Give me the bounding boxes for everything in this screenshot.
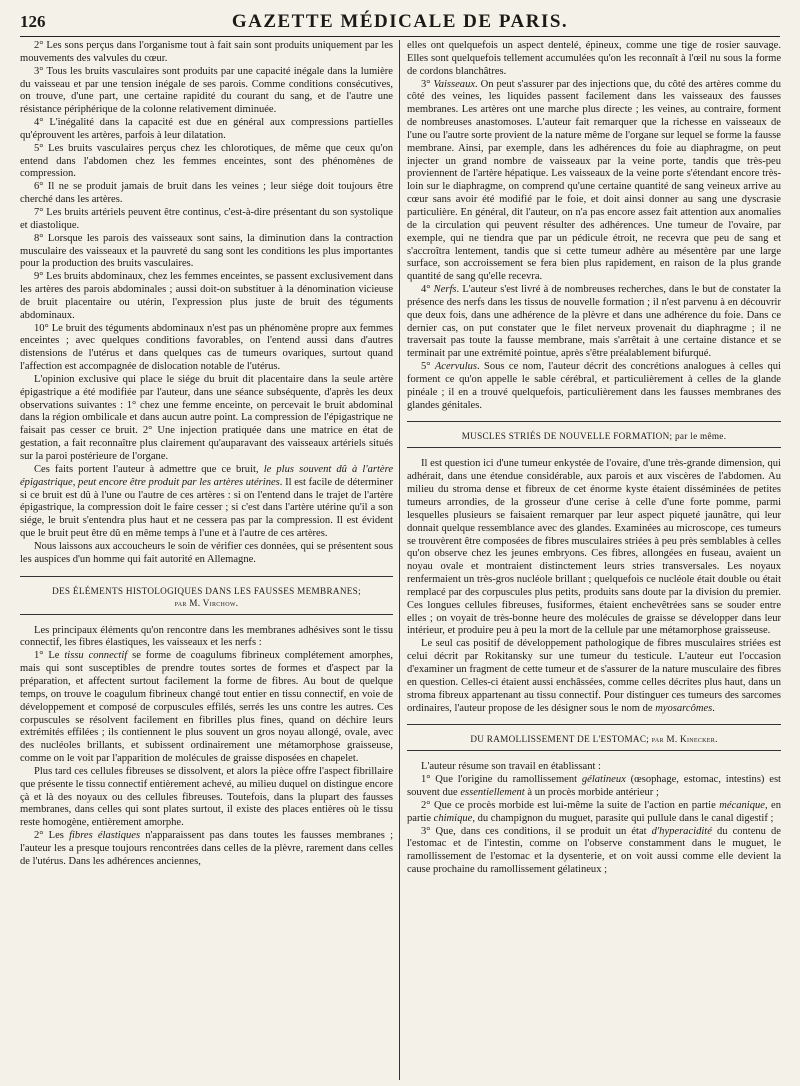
paragraph: Nous laissons aux accoucheurs le soin de vérifier ces données, qui se présentent sous les auspices d'un homme qui fait autorité en Allemagne. <box>20 540 393 565</box>
paragraph: 4° L'inégalité dans la capacité est due en général aux compressions partielles qu'éprouvent les artères, parfois à leur dilatation. <box>20 117 393 141</box>
text-run: 2° Que ce procès morbide est lui-même la suite de l'action en partie <box>421 799 720 811</box>
italic-run: myosarcômes <box>655 702 713 714</box>
paragraph <box>407 284 781 361</box>
section-title: MUSCLES STRIÉS DE NOUVELLE FORMATION; <box>461 431 673 442</box>
paragraph <box>20 830 393 869</box>
text-run: 2° Les <box>34 830 70 842</box>
text-run: 4° <box>421 284 434 296</box>
text-run: 1° Le <box>34 650 65 662</box>
paragraph: 8° Lorsque les parois des vaisseaux sont sains, la diminution dans la contraction musculaire des vaisseaux et la pauvreté du sang sont les conditions les plus importantes pour la production des bruits vasculaires. <box>20 232 393 270</box>
column-divider <box>399 40 400 1080</box>
journal-title: GAZETTE MÉDICALE DE PARIS. <box>231 11 569 32</box>
paragraph <box>407 800 781 826</box>
section-author: par M. Virchow. <box>174 597 239 608</box>
text-run: . Il est facile de déterminer si ce bruit est dû à l'une ou l'autre de ces artères : si on l'entend dans le trajet de l'artère épigastrique, la compression doit le faire cesser ; si c'est dans l'artère utérine qu'il a son siége, le bruit s'entendra plus haut et ne cessera pas par la compression. Il est évident que le bruit peut être dû en même temps à l'une et à l'autre de ces artères. <box>20 476 393 540</box>
paragraph: L'opinion exclusive qui place le siége du bruit dit placentaire dans la seule artère épigastrique a été modifiée par l'auteur, dans une séance subséquente, d'après les deux observations suivantes : 1° chez une femme enceinte, on percevait le bruit abdominal dans la région ombilicale et dans aucun autre point. La compression de l'épigastrique ne faisait pas cesser ce bruit. 2° Une injection pratiquée dans une matrice en état de gestation, a fait reconnaître plus clairement qu'auparavant des vaisseaux artériels situés sur la paroi postérieure de l'organe. <box>20 373 393 462</box>
paragraph: Plus tard ces cellules fibreuses se dissolvent, et alors la pièce offre l'aspect fibrillaire que présente le tissu connectif entièrement achevé, au milieu duquel on distingue encore çà et là des noyaux ou des cellules fibreuses. Toutefois, dans la plupart des fausses membranes, dans celles qui sont plates surtout, il existe des places entières où le tissu reste homogène, entièrement amorphe. <box>20 765 393 829</box>
paragraph: Les principaux éléments qu'on rencontre dans les membranes adhésives sont le tissu connectif, les fibres élastiques, les vaisseaux et les nerfs : <box>20 624 393 649</box>
section-title: DU RAMOLLISSEMENT DE L'ESTOMAC; <box>470 734 650 745</box>
italic-run: Nerfs <box>433 284 457 296</box>
paragraph: elles ont quelquefois un aspect dentelé, épineux, comme une tige de rosier sauvage. Elles sont quelquefois tellement accumulées qu'on les reconnaît à l'œil nu sous la forme de cordons blanchâtres. <box>407 40 781 77</box>
text-run: n'apparaissent pas dans toutes les fausses membranes ; l'auteur les a presque toujours rencontrées dans celles de la plèvre, rarement dans celles de l'utérus. Dans les adhérences anciennes, <box>20 830 393 867</box>
paragraph <box>407 361 781 412</box>
section-title: DES ÉLÉMENTS HISTOLOGIQUES DANS LES FAUSSES MEMBRANES; <box>52 585 361 596</box>
paragraph <box>407 826 781 877</box>
text-run: 1° Que l'origine du ramollissement <box>421 774 582 786</box>
text-run: du contenu de l'estomac et de l'intestin, comme on l'observe constamment dans le muguet, le ramollissement de l'estomac et la dysenterie, et on voit aussi comme elle devient la cause prochaine du ramollissement gélatineux ; <box>407 825 781 876</box>
text-run: à un procès morbide antérieur ; <box>524 787 659 799</box>
paragraph <box>20 650 393 766</box>
text-run: , en partie <box>407 799 781 824</box>
italic-run: fibres élastiques <box>69 830 141 842</box>
italic-run: tissu connectif <box>64 650 128 662</box>
paragraph: Il est question ici d'une tumeur enkystée de l'ovaire, d'une très-grande dimension, qui adhérait, dans une étendue considérable, aux parois et aux viscères de l'abdomen. Au milieu du stroma dense et fibreux de cet énorme kyste étaient disséminées de petites tumeurs arrondies, de la grosseur d'une cerise à celle d'une forte pomme, parmi lesquelles plusieurs se faisaient remarquer par leur aspect piqueté jaunâtre, qui leur donnait quelque ressemblance avec des glandes. Examinées au microscope, ces tumeurs se trouvèrent être composées de fibres musculaires striées à peu près semblables à celles qu'on observe chez les jeunes embryons. Ces fibres, allongées en fuseau, avaient un noyau ovale et montraient distinctement leurs stries transversales. Les noyaux renfermaient un très-gros nucléole brillant ; quelquefois ce nucléole était double ou était remplacé par des corpuscules plus petits, produits sans doute par la division du premier. Ces longues cellules fibreuses, fusiformes, étaient enchevêtrées sans se souder entre elles ; on voyait de très-bonne heure des molécules de graisse se développer dans leur intérieur, et produire peu à peu la mort de la cellule par une métamorphose graisseuse. <box>407 458 781 637</box>
right-column <box>407 40 781 1086</box>
section-author: par M. Kinecker. <box>651 734 718 745</box>
italic-run: Acervulus <box>434 361 478 373</box>
left-column <box>20 40 393 1086</box>
text-run: 3° Que, dans ces conditions, il se produit un état <box>421 825 652 837</box>
paragraph <box>407 774 781 800</box>
paragraph <box>20 464 393 541</box>
text-run: se forme de coagulums fibrineux complétement amorphes, mais qui sont susceptibles de prendre toutes sortes de formes et d'aspect par la préparation, et affectent surtout facilement la forme de fibres. Au bout de quelque temps, on trouve le coagulum fibrineux changé tout entier en tissu connectif, en voie de développement et composé de corpuscules effilés, serrés les uns contre les autres. Ces corpuscules se résolvent facilement en fibrilles plus fines, quand on déchire leurs extrémités effilées ; ils contiennent le plus souvent un gros noyau allongé, ovale, avec des nucléoles brillants, et subissent ordinairement une métamorphose graisseuse, comme on le voit par l'apparition de molécules de graisse disposées en chapelet. <box>20 650 393 765</box>
section-author: par le même. <box>674 431 727 442</box>
text-run: , du champignon du muguet, parasite qui pullule dans le canal digestif ; <box>472 812 774 824</box>
paragraph: 10° Le bruit des téguments abdominaux n'est pas un phénomène propre aux femmes enceintes ; avec quelques conditions favorables, on l'entend aussi dans d'autres distensions de l'utérus et dans quelques cas de tumeurs ovariques, surtout quand l'affection est accompagnée de dislocation notable de l'utérus. <box>20 322 393 373</box>
italic-run: le plus souvent dû à l'artère épigastrique, peut encore être produit par les artères utérines <box>20 463 393 488</box>
text-run: . On peut s'assurer par des injections que, du côté des artères comme du côté des veines, les liquides passent facilement dans les vaisseaux des fausses membranes. Les artères ont une marche plus directe ; les veines, au contraire, forment de nombreuses anastomoses. L'auteur fait remarquer que la richesse en vaisseaux de l'une ou l'autre sorte provient de la nature même de l'organe sur lequel se forme la fausse membrane. Ainsi, par exemple, dans les adhérences du foie au diaphragme, on peut injecter un grand nombre de vaisseaux par la veine porte, tandis que très-peu proviennent de l'artère hépatique. Les vaisseaux de la veine porte s'étendant encore très-loin sur le diaphragme, on comprend qu'une certaine quantité de sang veineux arrive au cœur sans avoir été modifié par le foie, et doit ainsi donner au sang une dyscrasie particulière. En général, dit l'auteur, on n'a pas encore assez fait attention aux anomalies de la circulation qui peuvent résulter des adhérences. Une tumeur de l'ovaire, par exemple, qui ne tiendra que par un pédicule étroit, ne recevra que peu de sang et s'accroîtra lentement, tandis que si cette tumeur adhère au mésentère par une large surface, son accroissement se fera bien plus rapidement, en raison de la plus grande quantité de sang qu'elle recevra. <box>407 78 781 283</box>
paragraph <box>407 638 781 715</box>
italic-run: mécanique <box>719 799 765 811</box>
paragraph <box>407 79 781 285</box>
text-run: . L'auteur s'est livré à de nombreuses recherches, dans le but de constater la présence des nerfs dans les tissus de nouvelle formation ; il n'est parvenu à en découvrir que deux fois, dans une adhérence de la plèvre et dans une adhérence du foie. Dans ce dernier cas, on put constater que le filet nerveux provenait du diaphragme ; il ne traversait pas toute la fausse membrane, mais s'arrêtait à une certaine distance et se terminait par une extrémité pointue, après s'être préalablement bifurqué. <box>407 284 781 360</box>
italic-run: gélatineux <box>581 774 626 786</box>
section-heading-muscles <box>407 421 781 448</box>
italic-run: essentiellement <box>460 787 525 799</box>
paragraph: 9° Les bruits abdominaux, chez les femmes enceintes, se passent exclusivement dans les artères des parois abdominales ; aussi doit-on substituer à la dénomination vicieuse de bruit placentaire ou utérin, l'expression plus juste de bruit des téguments abdominaux. <box>20 271 393 321</box>
text-run: 5° <box>421 361 435 373</box>
paragraph: 5° Les bruits vasculaires perçus chez les chlorotiques, de même que ceux qu'on entend dans l'abdomen chez les femmes enceintes, sont des phénomènes de compression. <box>20 142 393 180</box>
text-run: . <box>712 702 715 714</box>
section-heading-virchow <box>20 576 393 615</box>
paragraph: 7° Les bruits artériels peuvent être continus, c'est-à-dire présentant du son systolique et diastolique. <box>20 206 393 231</box>
text-run: 3° <box>421 78 434 90</box>
italic-run: Vaisseaux <box>433 78 476 90</box>
text-run: (œsophage, estomac, intestins) est souvent due <box>407 774 781 799</box>
section-heading-estomac <box>407 724 781 751</box>
paragraph: 2° Les sons perçus dans l'organisme tout à fait sain sont produits uniquement par les mouvements des valvules du cœur. <box>20 40 393 64</box>
page-number: 126 <box>20 12 46 31</box>
italic-run: d'hyperacidité <box>651 825 712 837</box>
text-run: Le seul cas positif de développement pathologique de fibres musculaires striées est celui décrit par Rokitansky sur une tumeur du testicule. L'auteur eut l'occasion d'examiner un fragment de cette tumeur et de s'assurer de la nature musculaire des fibres en question. Celles-ci étaient aussi enchâssées, comme celles décrites plus haut, dans un stroma fibreux appartenant au tissu connectif. Pour distinguer ces tumeurs des sarcomes ordinaires, l'auteur propose de les désigner sous le nom de <box>407 638 781 714</box>
text-run: . Sous ce nom, l'auteur décrit des concrétions analogues à celles qui forment ce qu'on appelle le sable cérébral, et particulièrement à celles de la glande pinéale ; il en a trouvé quelquefois, particulièrement dans les fausses membranes des glandes génitales. <box>407 361 781 411</box>
text-run: Ces faits portent l'auteur à admettre que ce bruit, <box>34 463 264 475</box>
paragraph: 3° Tous les bruits vasculaires sont produits par une capacité inégale dans la lumière du vaisseau et par une tension inégale de ses parois. Comme conditions consécutives, on trouve, d'une part, une certaine rapidité du courant du sang, et de l'autre une résistance périphérique de la colonne relativement diminuée. <box>20 65 393 116</box>
italic-run: chimique <box>433 812 473 824</box>
page-header <box>20 10 780 37</box>
paragraph: L'auteur résume son travail en établissant : <box>421 761 601 773</box>
paragraph: 6° Il ne se produit jamais de bruit dans les veines ; leur siége doit toujours être cherché dans les artères. <box>20 181 393 206</box>
